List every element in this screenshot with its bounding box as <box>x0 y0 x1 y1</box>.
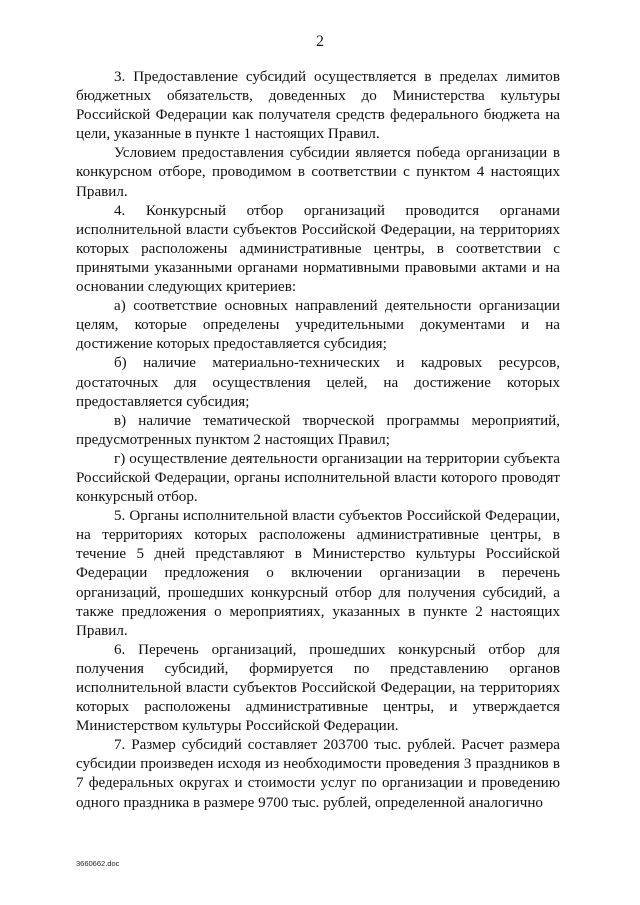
document-file-code: 3660662.doc <box>76 859 120 868</box>
paragraph-condition: Условием предоставления субсидии является победа организации в конкурсном отборе, проводимом в соответствии с пунктом 4 настоящих Правил. <box>76 145 560 200</box>
criterion-a: а) соответствие основных направлений деятельности организации целям, которые определены учредительными документами и на достижение которых предоставляется субсидия; <box>76 298 560 353</box>
paragraph-7: 7. Размер субсидий составляет 203700 тыс. рублей. Расчет размера субсидии произведен исходя из необходимости проведения 3 праздников в 7 федеральных округах и стоимости услуг по организации и проведению одного праздника в размере 9700 тыс. рублей, определенной аналогично <box>76 737 560 811</box>
page-number: 2 <box>316 33 324 50</box>
criterion-g: г) осуществление деятельности организации на территории субъекта Российской Федерации, органы исполнительной власти которого проводят конкурсный отбор. <box>76 450 560 506</box>
paragraph-5: 5. Органы исполнительной власти субъектов Российской Федерации, на территориях которых расположены административные центры, в течение 5 дней представляют в Министерство культуры Российской Федерации предложения о включении организации в перечень организаций, прошедших конкурсный отбор для получения субсидий, а также предложения о мероприятиях, указанных в пункте 2 настоящих Правил. <box>76 508 560 639</box>
criterion-b: б) наличие материально-технических и кадровых ресурсов, достаточных для осуществления целей, на достижение которых предоставляется субсидия; <box>76 355 560 410</box>
criterion-v: в) наличие тематической творческой программы мероприятий, предусмотренных пунктом 2 настоящих Правил; <box>76 412 560 448</box>
paragraph-6: 6. Перечень организаций, прошедших конкурсный отбор для получения субсидий, формируется по представлению органов исполнительной власти субъектов Российской Федерации, на территориях которых расположены административные центры, и утверждается Министерством культуры Российской Федерации. <box>76 641 560 735</box>
paragraph-4: 4. Конкурсный отбор организаций проводится органами исполнительной власти субъектов Российской Федерации, на территориях которых расположены административные центры, в соответствии с принятыми указанными органами нормативными правовыми актами и на основании следующих критериев: <box>76 202 560 296</box>
document-body <box>76 68 560 813</box>
paragraph-3: 3. Предоставление субсидий осуществляется в пределах лимитов бюджетных обязательств, доведенных до Министерства культуры Российской Федерации как получателя средств федерального бюджета на цели, указанные в пункте 1 настоящих Правил. <box>76 69 560 143</box>
